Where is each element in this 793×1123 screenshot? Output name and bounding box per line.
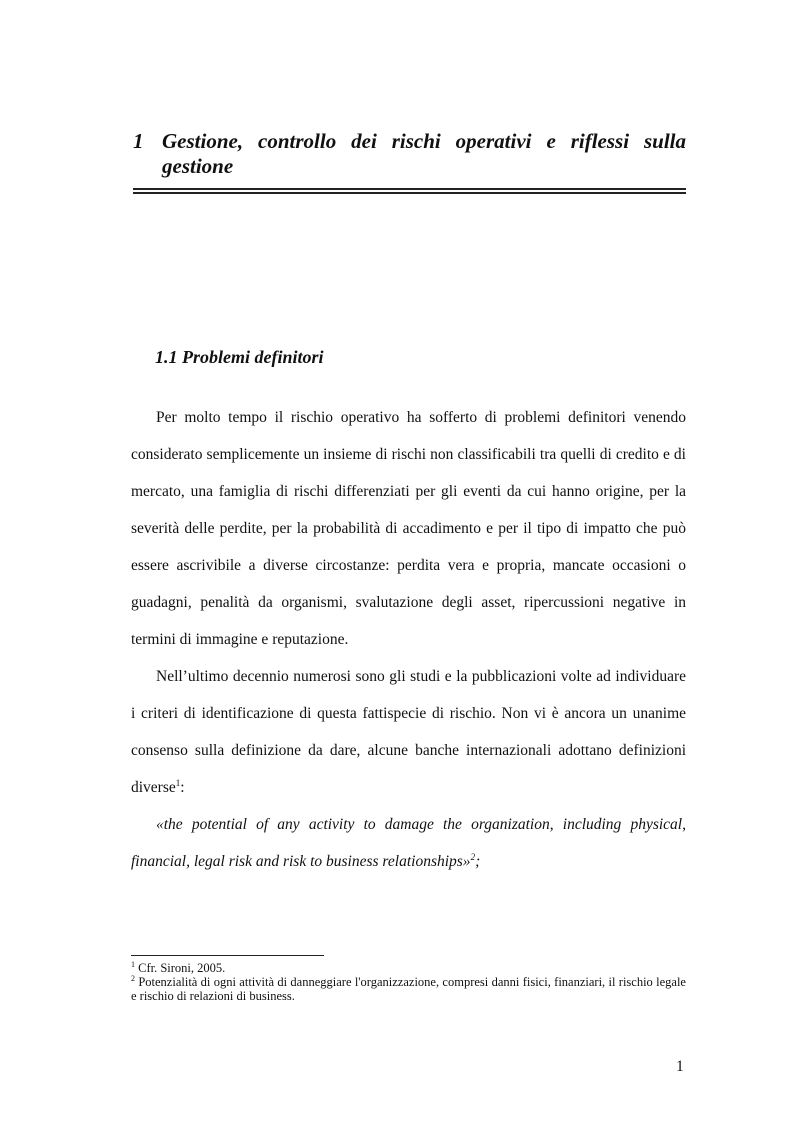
chapter-number: 1 [133,129,144,153]
page-number: 1 [676,1058,684,1075]
footnote-2-text: Potenzialità di ogni attività di danneggiare l'organizzazione, compresi danni fisici, finanziari, il rischio legale e rischio di relazioni di business. [131,975,686,1003]
footnote-2 [131,975,686,1003]
footnote-separator [131,955,324,956]
paragraph-1: Per molto tempo il rischio operativo ha sofferto di problemi definitori venendo considerato semplicemente un insieme di rischi non classificabili tra quelli di credito e di mercato, una famiglia di rischi differenziati per gli eventi da cui hanno origine, per la severità delle perdite, per la probabilità di accadimento e per il tipo di impatto che può essere ascrivibile a diverse circostanze: perdita vera e propria, mancate occasioni o guadagni, penalità da organismi, svalutazione degli asset, ripercussioni negative in termini di immagine e reputazione. [131,409,686,648]
footnote-mark-2: 2 [131,974,135,983]
chapter-rule-bottom [133,192,686,194]
body-text [131,399,686,880]
chapter-rule-top [133,188,686,190]
section-heading: 1.1 Problemi definitori [155,347,324,367]
quote-text: «the potential of any activity to damage the organization, including physical, financial, legal risk and risk to business relationships» [131,816,686,870]
footnote-mark-1: 1 [131,960,135,969]
quote-end: ; [475,853,481,870]
paragraph-2-text: Nell’ultimo decennio numerosi sono gli studi e la pubblicazioni volte ad individuare i criteri di identificazione di questa fattispecie di rischio. Non vi è ancora un unanime consenso sulla definizione da dare, alcune banche internazionali adottano definizioni diverse [131,668,686,796]
paragraph-2-end: : [180,779,185,796]
paragraph-2 [131,658,686,806]
footnotes [131,961,686,1003]
footnote-ref-2[interactable]: 2 [470,852,476,862]
footnote-ref-1[interactable]: 1 [175,778,181,788]
chapter-heading [133,129,686,179]
footnote-1 [131,961,686,975]
footnote-1-text: Cfr. Sironi, 2005. [135,961,226,975]
chapter-title: Gestione, controllo dei rischi operativi e riflessi sulla gestione [162,129,686,178]
quote-paragraph [131,806,686,880]
